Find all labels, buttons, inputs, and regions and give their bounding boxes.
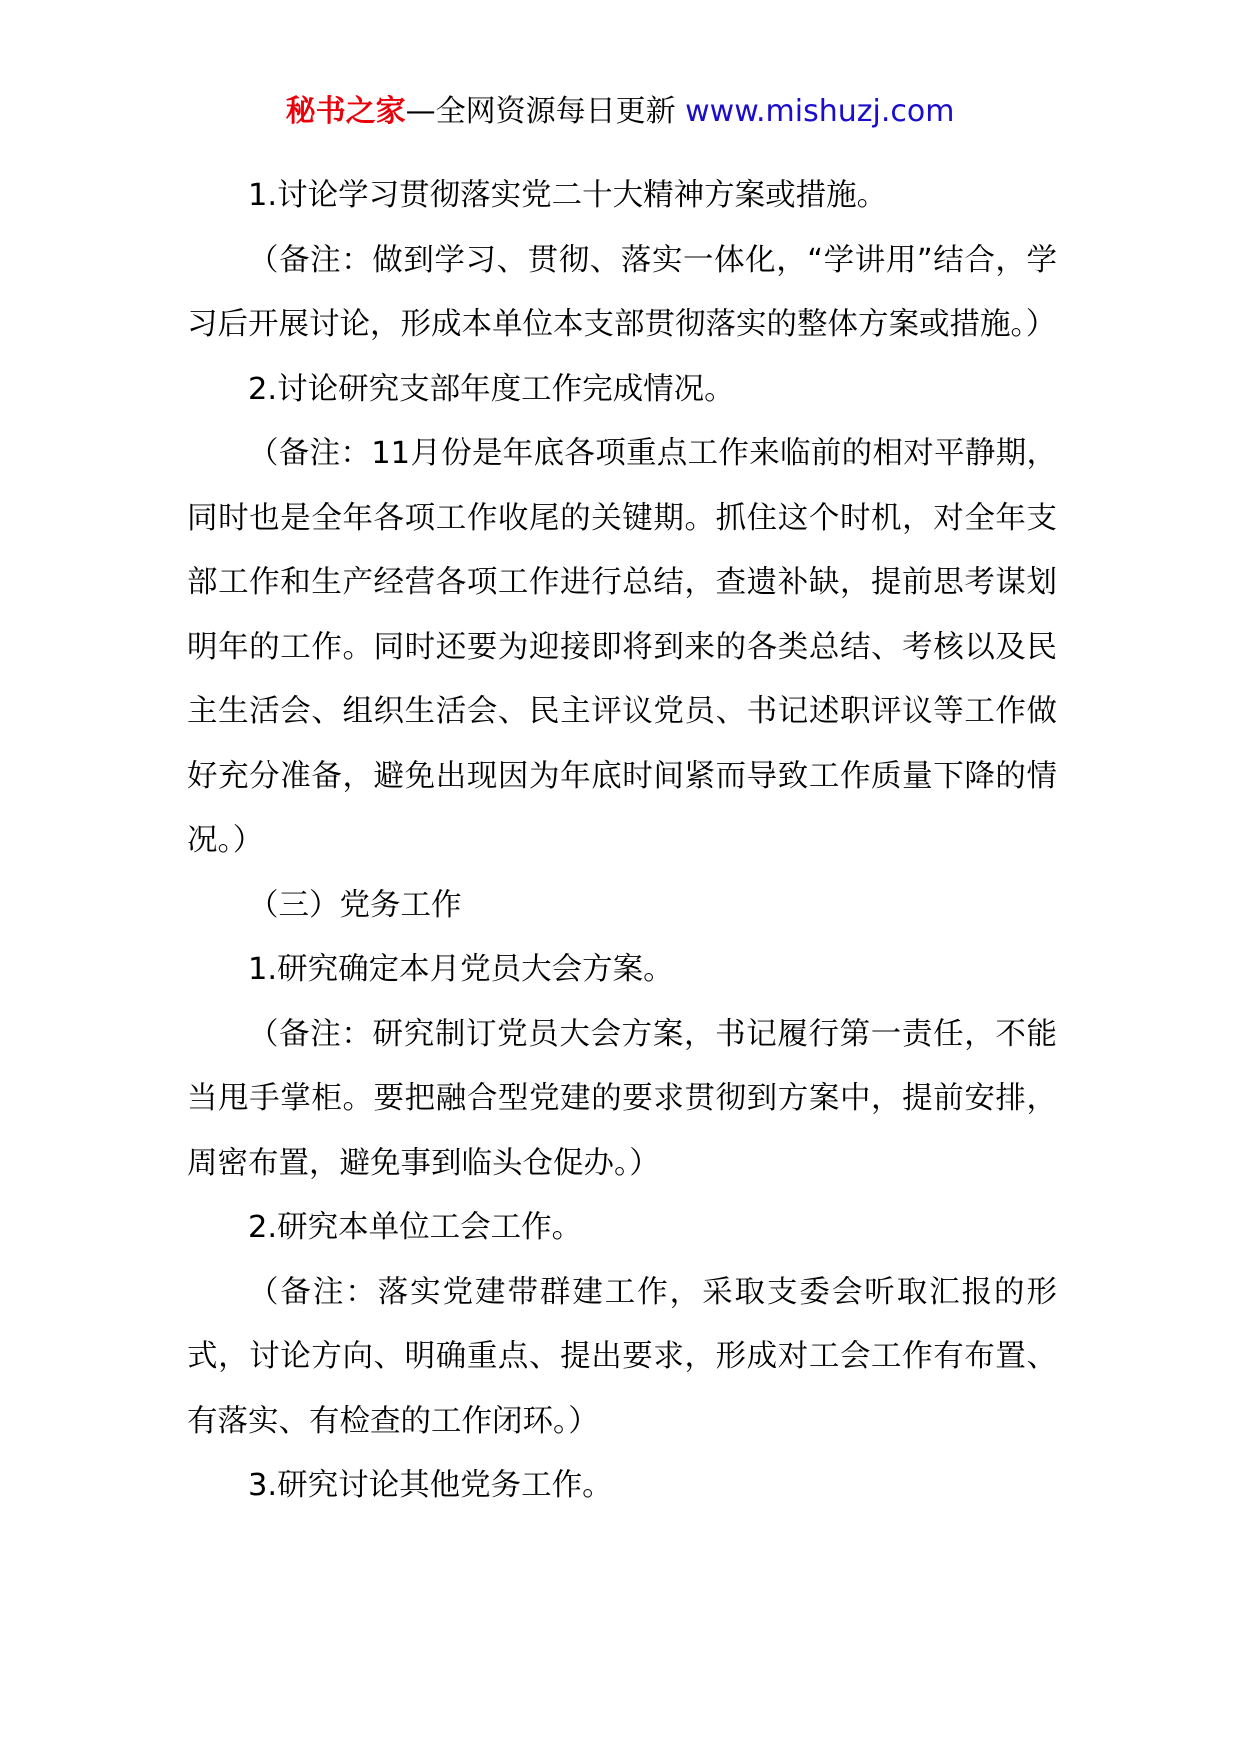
brand-name: 秘书之家 [285, 94, 406, 129]
item-2-heading: 2.讨论研究支部年度工作完成情况。 [248, 371, 735, 407]
section-item-3-heading: 3.研究讨论其他党务工作。 [248, 1468, 613, 1503]
item-1-note: （备注：做到学习、贯彻、落实一体化，“学讲用”结合，学习后开展讨论，形成本单位本支部贯彻落实的整体方案或措施。） [187, 242, 1057, 342]
section-heading: （三）党务工作 [248, 887, 462, 923]
section-item-2-note: （备注：落实党建带群建工作，采取支委会听取汇报的形式，讨论方向、明确重点、提出要求，形成对工会工作有布置、有落实、有检查的工作闭环。） [187, 1274, 1057, 1439]
site-link[interactable]: www.mishuzj.com [685, 94, 955, 129]
section-item-2-heading: 2.研究本单位工会工作。 [248, 1210, 583, 1245]
document-body [187, 164, 1057, 1519]
section-item-1-heading: 1.研究确定本月党员大会方案。 [248, 952, 674, 987]
site-header [0, 92, 1240, 132]
header-tagline: —全网资源每日更新 [405, 94, 676, 129]
item-1-heading: 1.讨论学习贯彻落实党二十大精神方案或措施。 [248, 178, 888, 213]
section-item-1-note: （备注：研究制订党员大会方案，书记履行第一责任，不能当甩手掌柜。要把融合型党建的要求贯彻到方案中，提前安排，周密布置，避免事到临头仓促办。） [187, 1016, 1057, 1181]
item-2-note: （备注：11月份是年底各项重点工作来临前的相对平静期，同时也是全年各项工作收尾的关键期。抓住这个时机，对全年支部工作和生产经营各项工作进行总结，查遗补缺，提前思考谋划明年的工作。同时还要为迎接即将到来的各类总结、考核以及民主生活会、组织生活会、民主评议党员、书记述职评议等工作做好充分准备，避免出现因为年底时间紧而导致工作质量下降的情况。） [187, 436, 1057, 858]
